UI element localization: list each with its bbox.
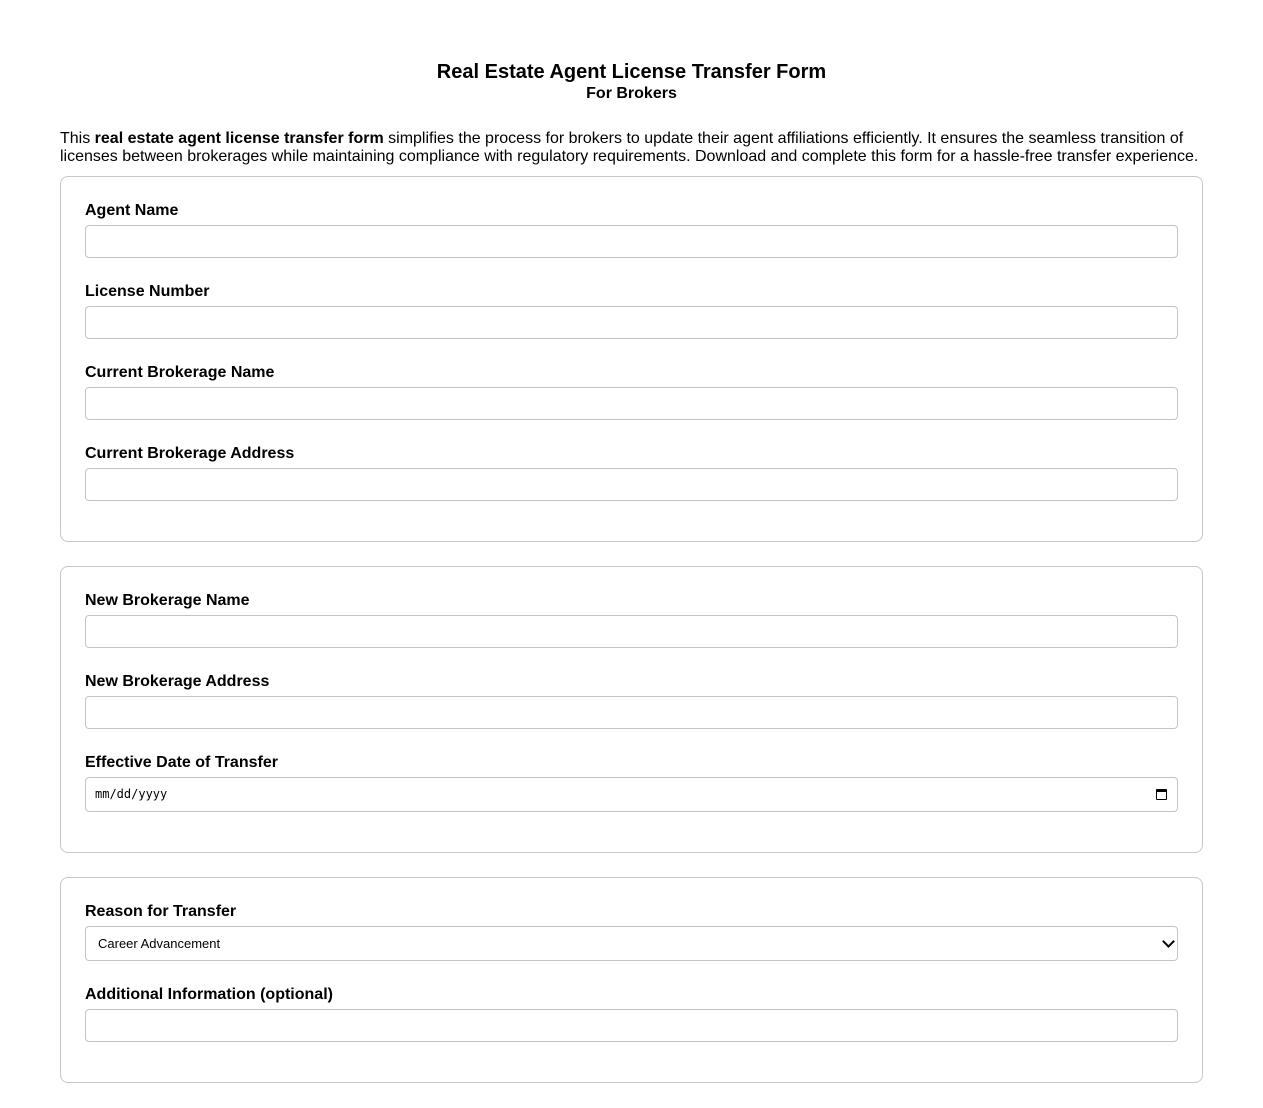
additional-info-field [85,985,1178,1042]
current-brokerage-name-label: Current Brokerage Name [85,364,275,381]
new-brokerage-name-input[interactable] [85,615,1178,648]
license-number-field [85,282,1178,339]
effective-date-placeholder: mm/dd/yyyy [95,787,168,801]
current-brokerage-name-field [85,363,1178,420]
agent-name-input[interactable] [85,225,1178,258]
agent-name-label: Agent Name [85,202,179,219]
transfer-details-section [60,877,1203,1083]
agent-name-field [85,201,1178,258]
page-header [0,0,1263,104]
current-brokerage-address-field [85,444,1178,501]
effective-date-field [85,753,1178,812]
reason-field [85,902,1178,961]
chevron-down-icon [1162,935,1175,948]
license-number-input[interactable] [85,306,1178,339]
new-brokerage-address-field [85,672,1178,729]
current-brokerage-name-input[interactable] [85,387,1178,420]
reason-label: Reason for Transfer [85,903,237,920]
current-brokerage-address-label: Current Brokerage Address [85,445,295,462]
new-brokerage-name-label: New Brokerage Name [85,592,250,609]
effective-date-input[interactable] [85,777,1178,812]
intro-suffix: simplifies the process for brokers to update their agent affiliations efficiently. It ensures the seamless transition of licenses between brokerages while maintaining compliance with regulatory requirements. Download and complete this form for a hassle-free transfer experience. [60,130,1199,165]
effective-date-label: Effective Date of Transfer [85,754,278,771]
reason-selected-value: Career Advancement [98,936,221,951]
license-number-label: License Number [85,283,210,300]
page-title: Real Estate Agent License Transfer Form [436,61,827,83]
additional-info-label: Additional Information (optional) [85,986,333,1003]
current-brokerage-address-input[interactable] [85,468,1178,501]
calendar-icon[interactable] [1156,789,1167,800]
new-brokerage-address-input[interactable] [85,696,1178,729]
page-subtitle: For Brokers [586,85,677,102]
intro-text [60,130,1203,166]
new-brokerage-section [60,566,1203,853]
intro-bold: real estate agent license transfer form [94,130,384,147]
reason-select[interactable] [85,926,1178,961]
additional-info-input[interactable] [85,1009,1178,1042]
new-brokerage-address-label: New Brokerage Address [85,673,270,690]
agent-section [60,176,1203,542]
new-brokerage-name-field [85,591,1178,648]
intro-prefix: This [60,130,95,147]
